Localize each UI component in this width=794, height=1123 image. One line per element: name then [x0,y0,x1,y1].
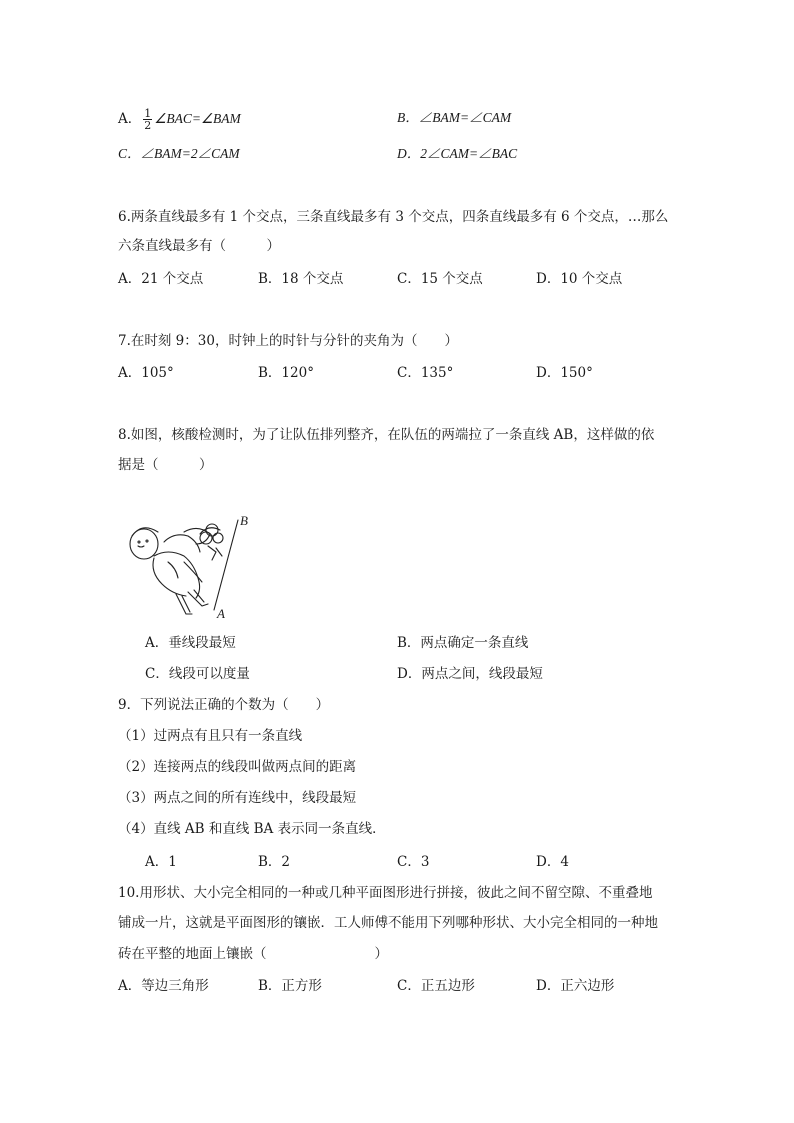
q7-stem: 7.在时刻 9：30，时钟上的时针与分针的夹角为（ ） [118,333,458,349]
q8-option-b[interactable]: B．两点确定一条直线 [397,635,529,651]
q5-option-d[interactable]: D．2∠CAM=∠BAC [397,146,518,161]
q10-option-d[interactable]: D．正六边形 [536,978,615,994]
q10-option-a[interactable]: A．等边三角形 [118,978,209,994]
q5-fraction-denominator: 2 [144,119,152,132]
q9-statement-1: （1）过两点有且只有一条直线 [118,728,303,744]
q10-option-c[interactable]: C．正五边形 [397,978,475,994]
q10-stem-line2: 铺成一片，这就是平面图形的镶嵌．工人师傅不能用下列哪种形状、大小完全相同的一种地 [118,915,658,931]
q8-option-a[interactable]: A．垂线段最短 [145,635,236,651]
q8-option-d[interactable]: D．两点之间，线段最短 [397,666,543,682]
q9-option-d[interactable]: D．4 [536,854,569,870]
q9-option-b[interactable]: B．2 [258,854,291,870]
q10-stem-line1: 10.用形状、大小完全相同的一种或几种平面图形进行拼接，彼此之间不留空隙、不重叠地 [118,885,653,901]
q6-option-c[interactable]: C．15 个交点 [397,271,483,287]
q8-option-c[interactable]: C．线段可以度量 [145,666,250,682]
q9-statement-4: （4）直线 AB 和直线 BA 表示同一条直线． [118,821,386,837]
q7-option-c[interactable]: C．135° [397,365,454,381]
q9-stem: 9．下列说法正确的个数为（ ） [118,697,330,713]
q5-fraction [143,108,152,131]
q5-option-a-text: ∠BAC=∠BAM [154,111,241,126]
q8-stem-line1: 8.如图，核酸检测时，为了让队伍排列整齐，在队伍的两端拉了一条直线 AB，这样做的依 [118,427,655,443]
q7-option-d[interactable]: D．150° [536,365,593,381]
q5-fraction-numerator: 1 [144,107,152,120]
q6-stem-line2: 六条直线最多有（ ） [118,238,280,254]
q5-option-c[interactable]: C．∠BAM=2∠CAM [118,146,240,161]
q9-statement-2: （2）连接两点的线段叫做两点间的距离 [118,759,357,775]
q5-option-a-label: A． [118,111,142,127]
label-b: B [240,513,248,528]
q8-stem-line2: 据是（ ） [118,457,213,473]
label-a: A [217,606,225,621]
q7-option-a[interactable]: A．105° [118,365,174,381]
q6-option-a[interactable]: A．21 个交点 [118,271,204,287]
q6-option-b[interactable]: B．18 个交点 [258,271,344,287]
q6-option-d[interactable]: D．10 个交点 [536,271,623,287]
q5-option-a[interactable] [118,108,241,131]
q5-option-b[interactable]: B．∠BAM=∠CAM [397,110,512,125]
q10-option-b[interactable]: B．正方形 [258,978,322,994]
q6-stem-line1: 6.两条直线最多有 1 个交点，三条直线最多有 3 个交点，四条直线最多有 6 个交点，…那么 [118,209,669,225]
q7-option-b[interactable]: B．120° [258,365,314,381]
queue-illustration [124,512,259,622]
q10-stem-line3: 砖在平整的地面上镶嵌（ ） [118,946,388,962]
q9-option-c[interactable]: C．3 [397,854,430,870]
q9-statement-3: （3）两点之间的所有连线中，线段最短 [118,790,357,806]
q9-option-a[interactable]: A．1 [145,854,177,870]
